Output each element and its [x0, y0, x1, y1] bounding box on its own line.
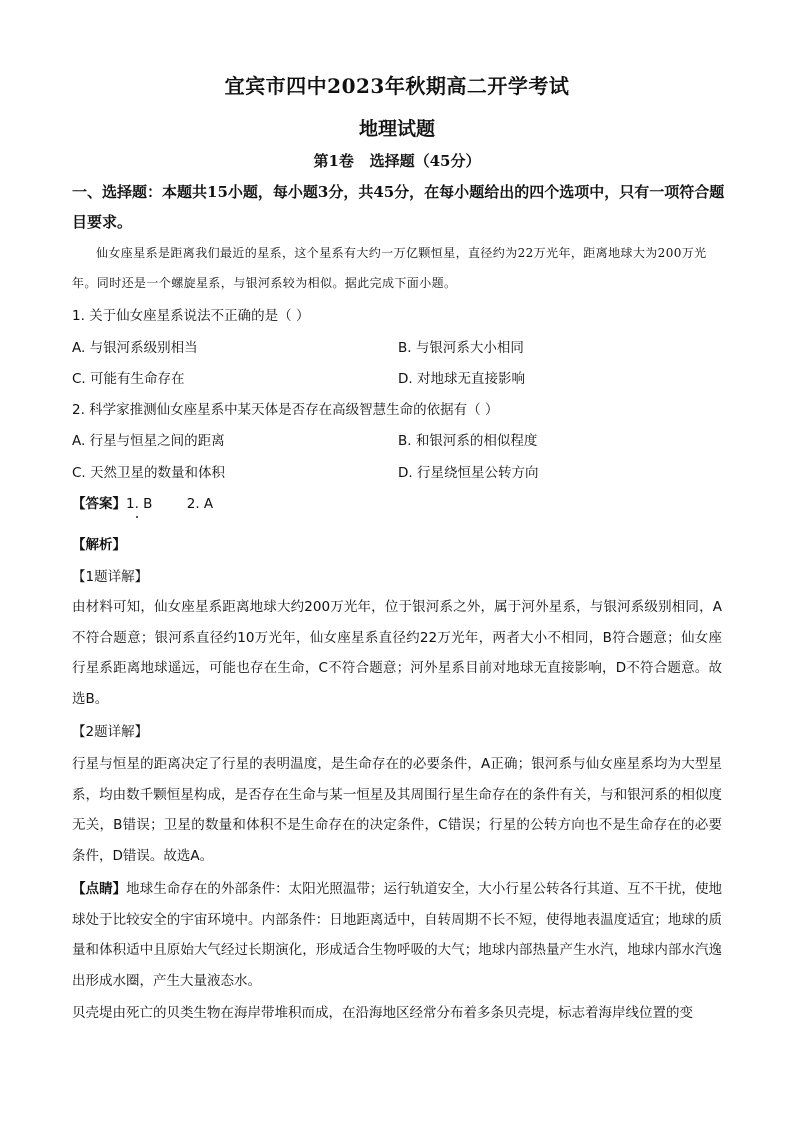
instructions: 一、选择题：本题共15小题，每小题3分，共45分，在每小题给出的四个选项中，只有一项符合题目要求。: [72, 183, 725, 231]
subject-title: 地理试题: [358, 118, 435, 140]
next-paragraph: 贝壳堤由死亡的贝类生物在海岸带堆积而成，在沿海地区经常分布着多条贝壳堤，标志着海岸线位置的变: [72, 1005, 693, 1021]
answer-value: 1. B 2. A: [126, 496, 214, 512]
q2-option-d: D. 行星绕恒星公转方向: [398, 465, 539, 481]
q2-option-a: A. 行星与恒星之间的距离: [72, 433, 225, 449]
q1-option-c: C. 可能有生命存在: [72, 371, 185, 387]
q2-detail-heading: 【2题详解】: [72, 724, 149, 740]
question-1-stem: 1. 关于仙女座星系说法不正确的是（ ）: [72, 308, 310, 324]
q1-option-b: B. 与银河系大小相同: [398, 340, 524, 356]
q1-detail-body: 由材料可知，仙女座星系距离地球大约200万光年，位于银河系之外，属于河外星系，与银河系级别相同，A不符合题意；银河系直径约10万光年，仙女座星系直径约22万光年，两者大小不相同，B符合题意；仙女座行星系距离地球遥远，可能也存在生命，C不符合题意；河外星系目前对地球无直接影响，D不符合题意。故选B。: [72, 599, 722, 707]
note-paragraph: [72, 874, 722, 996]
stray-dot: [136, 516, 138, 518]
exam-title: 宜宾市四中2023年秋期高二开学考试: [224, 74, 570, 98]
reading-passage: 仙女座星系是距离我们最近的星系，这个星系有大约一万亿颗恒星，直径约为22万光年，距离地球大为200万光年。同时还是一个螺旋星系，与银河系较为相似。据此完成下面小题。: [72, 246, 707, 290]
q1-option-d: D. 对地球无直接影响: [398, 371, 525, 387]
answer-label: 【答案】: [72, 496, 126, 512]
analysis-label: 【解析】: [72, 537, 126, 553]
note-label: 【点睛】: [72, 881, 127, 897]
note-body: 地球生命存在的外部条件：太阳光照温带；运行轨道安全，大小行星公转各行其道、互不干扰，使地球处于比较安全的宇宙环境中。内部条件：日地距离适中，自转周期不长不短，使得地表温度适宜；地球的质量和体积适中且原始大气经过长期演化，形成适合生物呼吸的大气；地球内部热量产生水汽，地球内部水汽逸出形成水圈，产生大量液态水。: [72, 881, 723, 989]
question-2-stem: 2. 科学家推测仙女座星系中某天体是否存在高级智慧生命的依据有（ ）: [72, 402, 499, 418]
q2-detail-body: 行星与恒星的距离决定了行星的表明温度，是生命存在的必要条件，A正确；银河系与仙女座星系均为大型星系，均由数千颗恒星构成，是否存在生命与某一恒星及其周围行星生命存在的条件有关，与和银河系的相似度无关，B错误；卫星的数量和体积不是生命存在的决定条件，C错误；行星的公转方向也不是生命存在的必要条件，D错误。故选A。: [72, 756, 722, 864]
q2-option-c: C. 天然卫星的数量和体积: [72, 465, 226, 481]
section-heading: 第1卷 选择题（45分）: [313, 152, 481, 170]
q1-option-a: A. 与银河系级别相当: [72, 340, 198, 356]
q1-detail-heading: 【1题详解】: [72, 569, 149, 585]
q2-option-b: B. 和银河系的相似程度: [398, 433, 538, 449]
answer-line: [72, 494, 213, 514]
